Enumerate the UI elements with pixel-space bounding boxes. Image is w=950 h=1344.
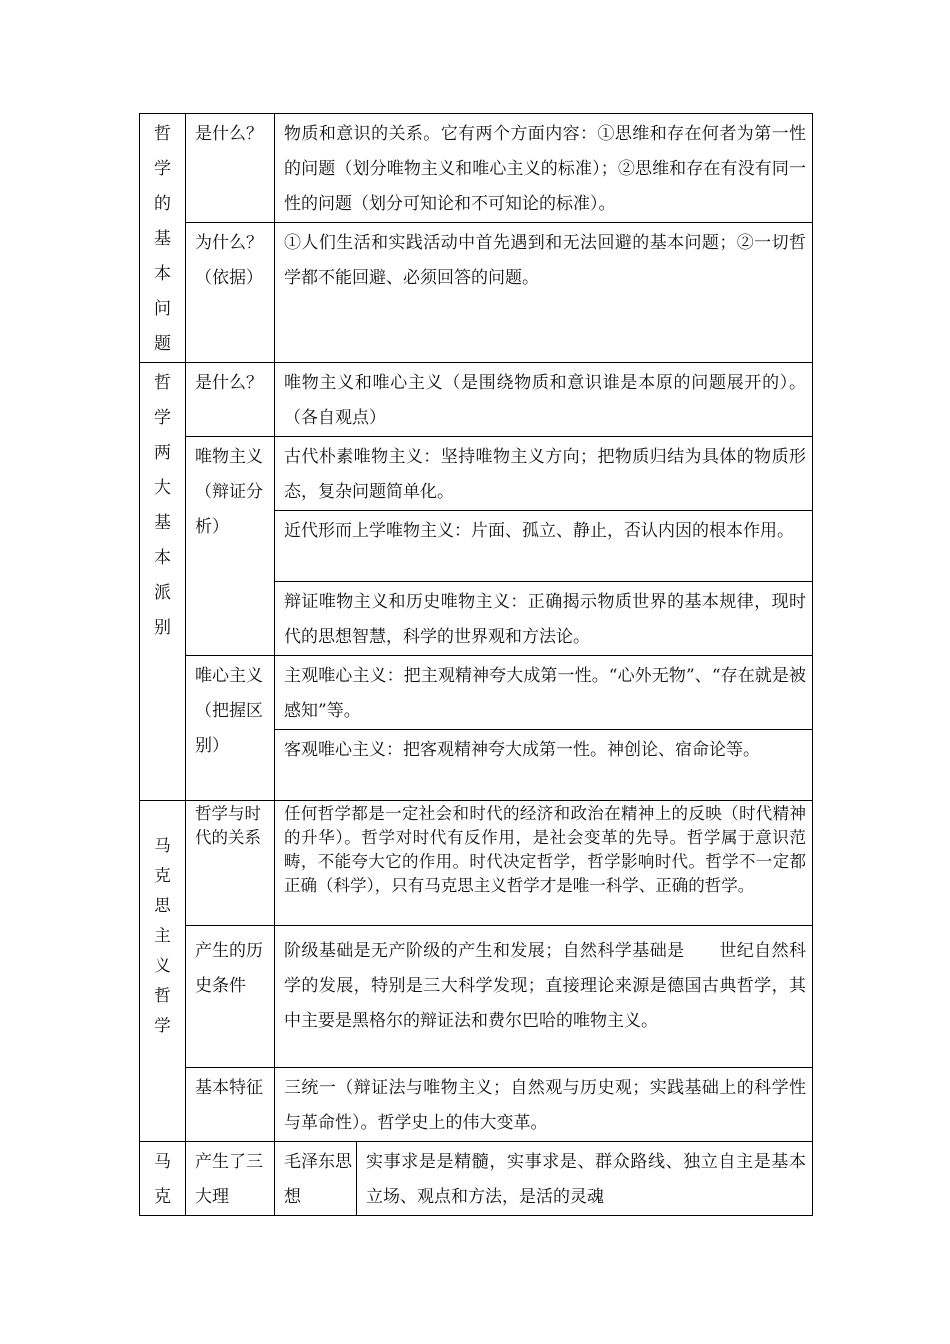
table-row [140,801,813,926]
row-label-features: 基本特征 [186,1068,275,1142]
row-content: 实事求是是精髓，实事求是、群众路线、独立自主是基本立场、观点和方法，是活的灵魂 [357,1142,813,1216]
title-char: 题 [154,334,171,354]
row-label-materialism [186,437,275,656]
row-label-relation: 哲学与时代的关系 [186,801,275,926]
section-title-two-schools [140,363,186,801]
list-item: 辩证唯物主义和历史唯物主义：正确揭示物质世界的基本规律，现时代的思想智慧，科学的世界观和方法论。 [275,582,813,656]
row-label-conditions: 产生的历史条件 [186,926,275,1068]
table-row [140,656,813,730]
row-label-idealism [186,656,275,801]
list-item: 近代形而上学唯物主义：片面、孤立、静止，否认内因的根本作用。 [275,511,813,582]
label-line: （把握区别） [195,701,263,756]
table-row [140,114,813,223]
title-char: 学 [154,408,171,428]
title-char: 派 [154,583,171,603]
row-content: 阶级基础是无产阶级的产生和发展；自然科学基础是 世纪自然科学的发展，特别是三大科学发现；直接理论来源是德国古典哲学，其中主要是黑格尔的辩证法和费尔巴哈的唯物主义。 [275,926,813,1068]
row-content: 唯物主义和唯心主义（是围绕物质和意识谁是本原的问题展开的）。（各自观点） [275,363,813,437]
row-label-theories: 产生了三大理 [186,1142,275,1216]
label-line: 唯物主义 [195,447,263,467]
title-char: 的 [154,194,171,214]
title-char: 马 [154,1152,171,1172]
table-row [140,223,813,363]
section-title-basic-problem [140,114,186,363]
title-char: 学 [154,1016,171,1035]
row-label-why [186,223,275,363]
title-char: 哲 [154,373,171,393]
list-item: 古代朴素唯物主义：坚持唯物主义方向；把物质归结为具体的物质形态，复杂问题简单化。 [275,437,813,511]
row-content: 任何哲学都是一定社会和时代的经济和政治在精神上的反映（时代精神的升华）。哲学对时代有反作用，是社会变革的先导。哲学属于意识范畴，不能夸大它的作用。时代决定哲学，哲学影响时代。哲学不一定都正确（科学），只有马克思主义哲学才是唯一科学、正确的哲学。 [275,801,813,926]
row-content: ①人们生活和实践活动中首先遇到和无法回避的基本问题；②一切哲学都不能回避、必须回答的问题。 [275,223,813,363]
row-content: 物质和意识的关系。它有两个方面内容：①思维和存在何者为第一性的问题（划分唯物主义和唯心主义的标准）；②思维和存在有没有同一性的问题（划分可知论和不可知论的标准）。 [275,114,813,223]
title-char: 克 [154,866,171,885]
title-char: 克 [154,1187,171,1207]
title-char: 问 [154,299,171,319]
title-char: 思 [154,896,171,915]
title-char: 本 [154,548,171,568]
label-line: （辩证分析） [195,482,263,537]
section-title-marxism [140,801,186,1142]
title-char: 哲 [154,986,171,1005]
table-row [140,1142,813,1216]
label-line: 为什么？ [195,233,263,253]
table-row [140,1068,813,1142]
title-char: 基 [154,229,171,249]
title-char: 学 [154,159,171,179]
label-line: （依据） [195,268,263,288]
title-char: 两 [154,443,171,463]
title-char: 马 [154,836,171,855]
section-title-marxism-china [140,1142,186,1216]
title-char: 别 [154,618,171,638]
row-label-what: 是什么？ [186,114,275,223]
list-item: 主观唯心主义：把主观精神夸大成第一性。“心外无物”、“存在就是被感知”等。 [275,656,813,730]
sub-label-mao-thought: 毛泽东思想 [275,1142,357,1216]
philosophy-summary-table [139,113,813,1216]
row-content: 三统一（辩证法与唯物主义；自然观与历史观；实践基础上的科学性与革命性）。哲学史上的伟大变革。 [275,1068,813,1142]
row-label-what: 是什么？ [186,363,275,437]
title-char: 基 [154,513,171,533]
table-row [140,926,813,1068]
title-char: 本 [154,264,171,284]
table-row [140,363,813,437]
title-char: 主 [154,926,171,945]
title-char: 大 [154,478,171,498]
table-row [140,437,813,511]
list-item: 客观唯心主义：把客观精神夸大成第一性。神创论、宿命论等。 [275,730,813,801]
label-line: 唯心主义 [195,666,263,686]
title-char: 哲 [154,124,171,144]
title-char: 义 [154,956,171,975]
